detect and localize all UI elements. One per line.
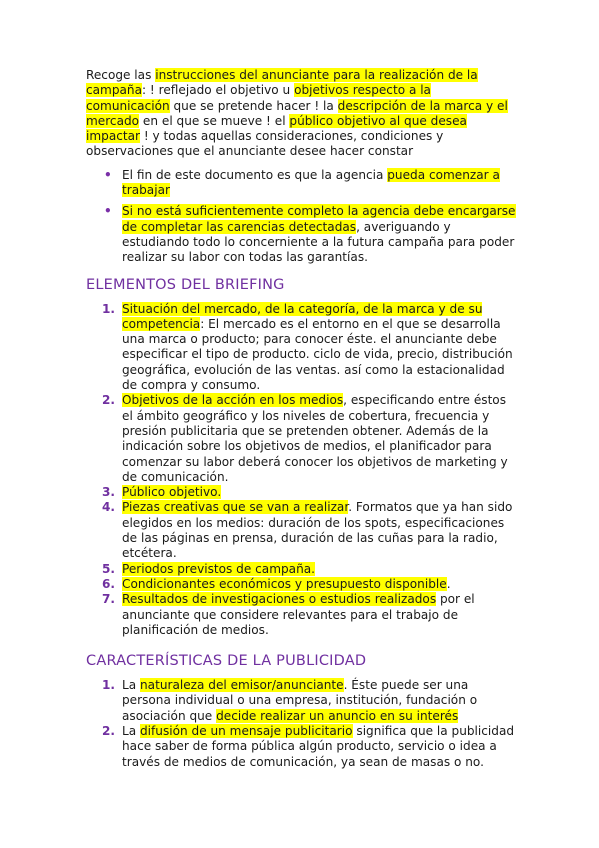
highlighted-text: instrucciones del anunciante para la realización de la campaña xyxy=(86,68,478,98)
highlighted-text: naturaleza del emisor/anunciante xyxy=(140,678,344,693)
text-run: : ! reflejado el objetivo u xyxy=(142,83,295,98)
list-number: 7. xyxy=(102,592,116,607)
bullet-list xyxy=(86,168,518,266)
list-number: 1. xyxy=(102,301,116,316)
text-run: Recoge las xyxy=(86,68,156,82)
list-number: 1. xyxy=(102,678,116,693)
text-run: : El mercado es el entorno en el que se desarrolla una marca o producto; para conocer éste. el anunciante debe especificar el tipo de producto. ciclo de vida, precio, distribución geográfica, evolución de las ventas. así como la estacionalidad de compra y consumo. xyxy=(122,316,513,393)
highlighted-text: Piezas creativas que se van a realizar xyxy=(122,500,349,515)
list-item xyxy=(102,485,518,500)
highlighted-text: público objetivo al que desea impactar xyxy=(86,113,467,144)
text-run: , averiguando y estudiando todo lo concerniente a la futura campaña para poder realizar su labor con todas las garantías. xyxy=(122,219,515,265)
list-item xyxy=(102,723,518,770)
highlighted-text: Público objetivo. xyxy=(122,485,222,500)
list-number: 5. xyxy=(102,561,116,576)
list-item xyxy=(102,678,518,724)
highlighted-text: pueda comenzar a trabajar xyxy=(122,167,500,198)
list-item xyxy=(102,301,518,394)
highlighted-text: Objetivos de la acción en los medios xyxy=(122,393,344,408)
text-run: . Formatos que ya han sido elegidos en los medios: duración de los spots, especificaciones de las páginas en prensa, duración de las cuñas para la radio, etcétera. xyxy=(122,500,513,561)
text-run: La xyxy=(122,678,140,693)
highlighted-text: Si no está suficientemente completo la agencia debe encargarse de completar las carencias detectadas xyxy=(122,204,516,234)
highlighted-text: descripción de la marca y el mercado xyxy=(86,98,508,128)
text-run: . xyxy=(446,576,451,591)
list-number: 2. xyxy=(102,723,116,738)
bullet-marker-icon: • xyxy=(104,204,112,219)
text-run: por el anunciante que considere relevantes para el trabajo de planificación de medios. xyxy=(122,592,475,637)
highlighted-text: decide realizar un anuncio en su interés xyxy=(216,708,459,723)
text-run: , especificando entre éstos el ámbito geográfico y los niveles de cobertura, frecuencia y presión publicitaria que se pretenden obtener. Además de la indicación sobre los objetivos de medios, el planificador para comenzar su labor deberá conocer los objetivos de marketing y de comunicación. xyxy=(122,393,508,484)
list-item xyxy=(102,500,518,561)
list-item xyxy=(102,561,518,577)
text-run: que se pretende hacer ! la xyxy=(169,98,338,113)
highlighted-text: Situación del mercado, de la categoría, de la marca y de su competencia xyxy=(122,301,483,331)
highlighted-text: difusión de un mensaje publicitario xyxy=(140,723,353,738)
section-heading-elementos: ELEMENTOS DEL BRIEFING xyxy=(86,276,285,293)
highlighted-text: Condicionantes económicos y presupuesto disponible xyxy=(122,576,447,591)
numbered-list-caracteristicas xyxy=(86,678,518,770)
text-run: significa que la publicidad hace saber de forma pública algún producto, servicio o idea a través de medios de comunicación, ya sean de masas o no. xyxy=(122,723,515,769)
list-number: 4. xyxy=(102,500,116,515)
list-item xyxy=(102,576,518,592)
text-run: ! y todas aquellas consideraciones, condiciones y observaciones que el anunciante desee hacer constar xyxy=(86,129,444,159)
highlighted-text: Resultados de investigaciones o estudios realizados xyxy=(122,592,437,607)
document-body xyxy=(86,68,518,770)
list-number: 2. xyxy=(102,393,116,408)
list-number: 6. xyxy=(102,576,116,591)
numbered-list-elementos xyxy=(86,302,518,639)
bullet-item xyxy=(104,167,518,199)
bullet-item xyxy=(104,204,518,265)
highlighted-text: objetivos respecto a la comunicación xyxy=(86,83,431,113)
intro-paragraph xyxy=(86,68,518,160)
list-item xyxy=(102,393,518,485)
list-item xyxy=(102,592,518,638)
text-run: . Éste puede ser una persona individual o una empresa, institución, fundación o asociación que xyxy=(122,678,478,723)
text-run: El fin de este documento es que la agencia xyxy=(122,167,388,182)
bullet-marker-icon: • xyxy=(104,167,112,182)
text-run: La xyxy=(122,723,140,738)
section-heading-caracteristicas: CARACTERÍSTICAS DE LA PUBLICIDAD xyxy=(86,653,367,670)
text-run: en el que se mueve ! el xyxy=(139,113,290,128)
highlighted-text: Periodos previstos de campaña. xyxy=(122,561,315,576)
list-number: 3. xyxy=(102,485,116,500)
